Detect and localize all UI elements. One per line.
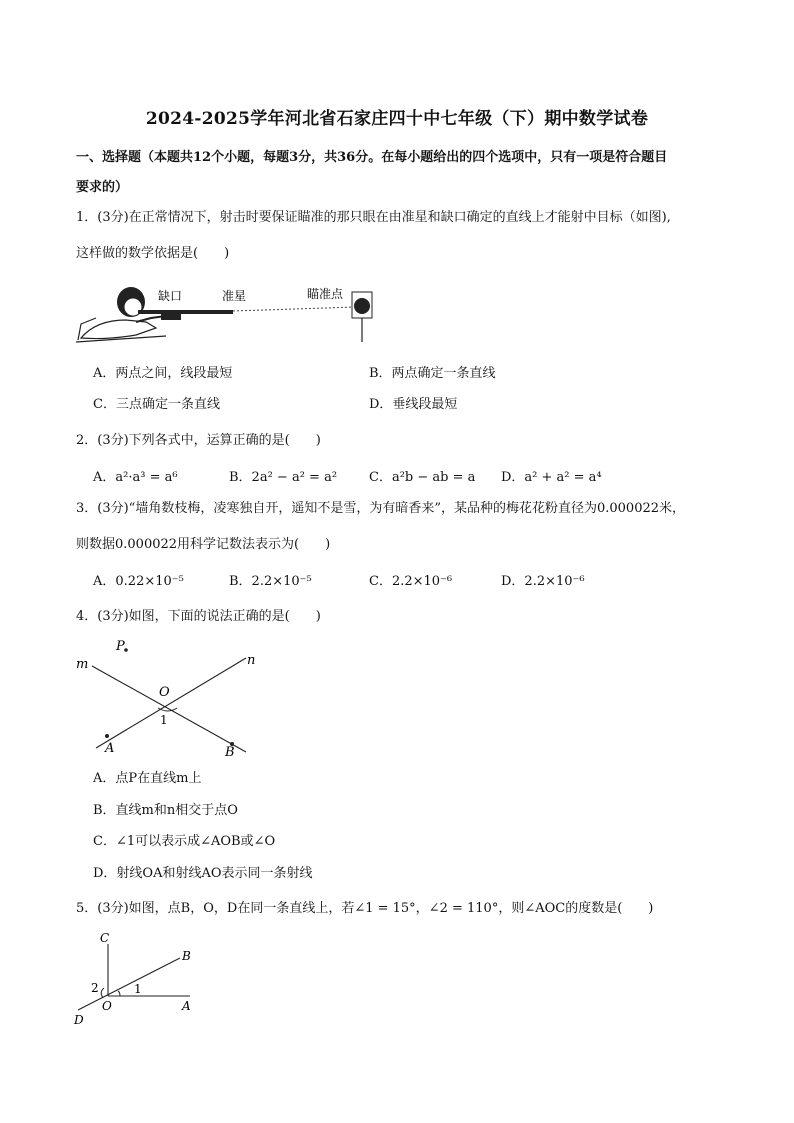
q4-option-b: B．直线m和n相交于点O [93,803,238,818]
fig-label-front-sight: 准星 [222,289,247,303]
label-a: A [105,741,115,756]
label-c: C [100,931,110,945]
q3-stem-line2: 则数据0.000022用科学记数法表示为( ) [76,537,331,552]
page-title: 2024-2025学年河北省石家庄四十中七年级（下）期中数学试卷 [145,109,649,129]
section-instructions-line2: 要求的） [76,180,129,195]
target-icon [352,292,372,342]
line-n [96,658,246,748]
label-angle-1: 1 [160,713,168,727]
label-angle-2: 2 [91,981,99,995]
q1-option-d: D．垂线段最短 [369,397,458,412]
q1-option-a: A．两点之间，线段最短 [93,366,233,381]
angle-1-arc [118,991,120,996]
q1-option-b: B．两点确定一条直线 [369,366,496,381]
sight-line [233,307,356,311]
section-instructions-line1: 一、选择题（本题共12个小题，每题3分，共36分。在每小题给出的四个选项中，只有一项是符合题目 [76,150,668,165]
q4-option-d: D．射线OA和射线AO表示同一条射线 [93,866,313,881]
q4-option-a: A．点P在直线m上 [93,771,202,786]
line-m [92,666,246,752]
shooter-illustration [76,287,233,342]
q5-angle-figure [72,926,202,1026]
q4-option-c: C．∠1可以表示成∠AOB或∠O [93,834,276,849]
label-m: m [76,657,89,672]
q4-intersecting-lines-figure [74,636,264,758]
q3-option-b: B．2.2×10⁻⁵ [229,574,312,589]
label-b: B [182,949,191,963]
label-b: B [225,745,235,758]
fig-label-notch: 缺口 [158,289,183,303]
q3-option-d: D．2.2×10⁻⁶ [501,574,585,589]
q3-stem-line1: 3．(3分)“墙角数枝梅，凌寒独自开，遥知不是雪，为有暗香来”，某品种的梅花花粉直径为0.000022米， [76,501,686,516]
q1-shooting-figure [76,280,386,350]
q2-option-c: C．a²b − ab = a [369,470,476,485]
label-a: A [182,999,191,1013]
q4-stem: 4．(3分)如图，下面的说法正确的是( ) [76,609,321,624]
label-d: D [74,1013,84,1026]
q3-option-a: A．0.22×10⁻⁵ [93,574,184,589]
q3-option-c: C．2.2×10⁻⁶ [369,574,453,589]
q1-stem-line2: 这样做的数学依据是( ) [76,246,230,261]
q2-stem: 2．(3分)下列各式中，运算正确的是( ) [76,433,321,448]
label-n: n [247,653,256,668]
q2-option-d: D．a² + a² = a⁴ [501,470,602,485]
q5-stem: 5．(3分)如图，点B，O，D在同一条直线上，若∠1 = 15°，∠2 = 110°，则∠AOC的度数是( ) [76,901,654,916]
label-o: O [159,685,170,700]
q1-stem-line1: 1．(3分)在正常情况下，射击时要保证瞄准的那只眼在由准星和缺口确定的直线上才能射中目标（如图), [76,210,671,225]
q1-option-c: C．三点确定一条直线 [93,397,220,412]
label-o: O [102,999,112,1013]
point-a-dot [105,734,109,738]
label-p: P [116,639,125,654]
q2-option-b: B．2a² − a² = a² [229,470,338,485]
label-angle-1: 1 [134,982,142,996]
q2-option-a: A．a²·a³ = a⁶ [93,470,178,485]
fig-label-aim-point: 瞄准点 [307,287,344,301]
